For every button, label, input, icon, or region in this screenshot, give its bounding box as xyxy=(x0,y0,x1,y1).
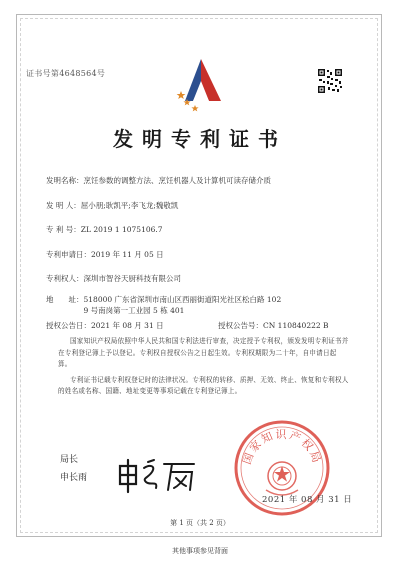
signature-icon xyxy=(112,456,202,496)
statement-paragraph-2: 专利证书记载专利权登记时的法律状况。专利权的转移、质押、无效、终止、恢复和专利权人的姓名或名称、国籍、地址变更等事项记载在专利登记簿上。 xyxy=(58,375,349,396)
filing-date-row xyxy=(46,249,164,260)
patentee-value: 深圳市智谷天厨科技有限公司 xyxy=(83,274,181,283)
legal-statement xyxy=(58,336,350,402)
grant-date-label: 授权公告日： xyxy=(46,321,91,330)
chief-name: 申长雨 xyxy=(60,473,88,483)
grant-date xyxy=(46,321,164,330)
certificate-number: 证书号第4648564号 xyxy=(26,69,106,78)
filing-date-value: 2019 年 11 月 05 日 xyxy=(91,250,164,259)
chief-title: 局长 xyxy=(60,455,79,465)
address-line-2: 9 号南岗第一工业园 5 栋 401 xyxy=(83,306,185,315)
seal-text: 国家知识产权局 xyxy=(240,428,324,467)
inventor-value: 屈小朋;耿凯平;李飞龙;魏敬凯 xyxy=(80,201,179,210)
invention-name-value: 烹饪参数的调整方法、烹饪机器人及计算机可读存储介质 xyxy=(83,176,271,185)
invention-name-label: 发明名称： xyxy=(46,176,84,185)
statement-paragraph-1: 国家知识产权局依照中华人民共和国专利法进行审查，决定授予专利权，颁发发明专利证书并在专利登记簿上予以登记。专利权自授权公告之日起生效。专利权期限为二十年，自申请日起算。 xyxy=(58,337,349,369)
address-row xyxy=(46,294,281,316)
grant-number-value: CN 110840222 B xyxy=(263,321,329,330)
inventor-label: 发 明 人： xyxy=(46,201,81,210)
page-title: 发明专利证书 xyxy=(113,127,287,151)
address-label: 地 址： xyxy=(46,295,84,304)
qr-code-icon xyxy=(317,68,343,94)
patentee-row xyxy=(46,273,181,284)
patentee-label: 专利权人： xyxy=(46,274,84,283)
grant-number-label: 授权公告号： xyxy=(218,321,263,330)
address-value xyxy=(84,294,282,316)
patent-number-value: ZL 2019 1 1075106.7 xyxy=(80,225,163,234)
seal-date: 2021 年 08 月 31 日 xyxy=(262,495,353,505)
back-note: 其他事项参见背面 xyxy=(172,547,228,555)
page-number: 第 1 页（共 2 页） xyxy=(170,519,230,527)
patent-number-row xyxy=(46,224,163,235)
address-line-1: 518000 广东省深圳市南山区西丽街道阳光社区松白路 102 xyxy=(83,295,282,304)
grant-row xyxy=(46,320,329,331)
filing-date-label: 专利申请日： xyxy=(46,250,91,259)
invention-name-row xyxy=(46,175,271,186)
grant-number xyxy=(218,320,329,331)
inventor-row xyxy=(46,200,178,211)
cnipa-logo-icon xyxy=(171,55,231,115)
patent-number-label: 专 利 号： xyxy=(46,225,81,234)
grant-date-value: 2021 年 08 月 31 日 xyxy=(91,321,164,330)
